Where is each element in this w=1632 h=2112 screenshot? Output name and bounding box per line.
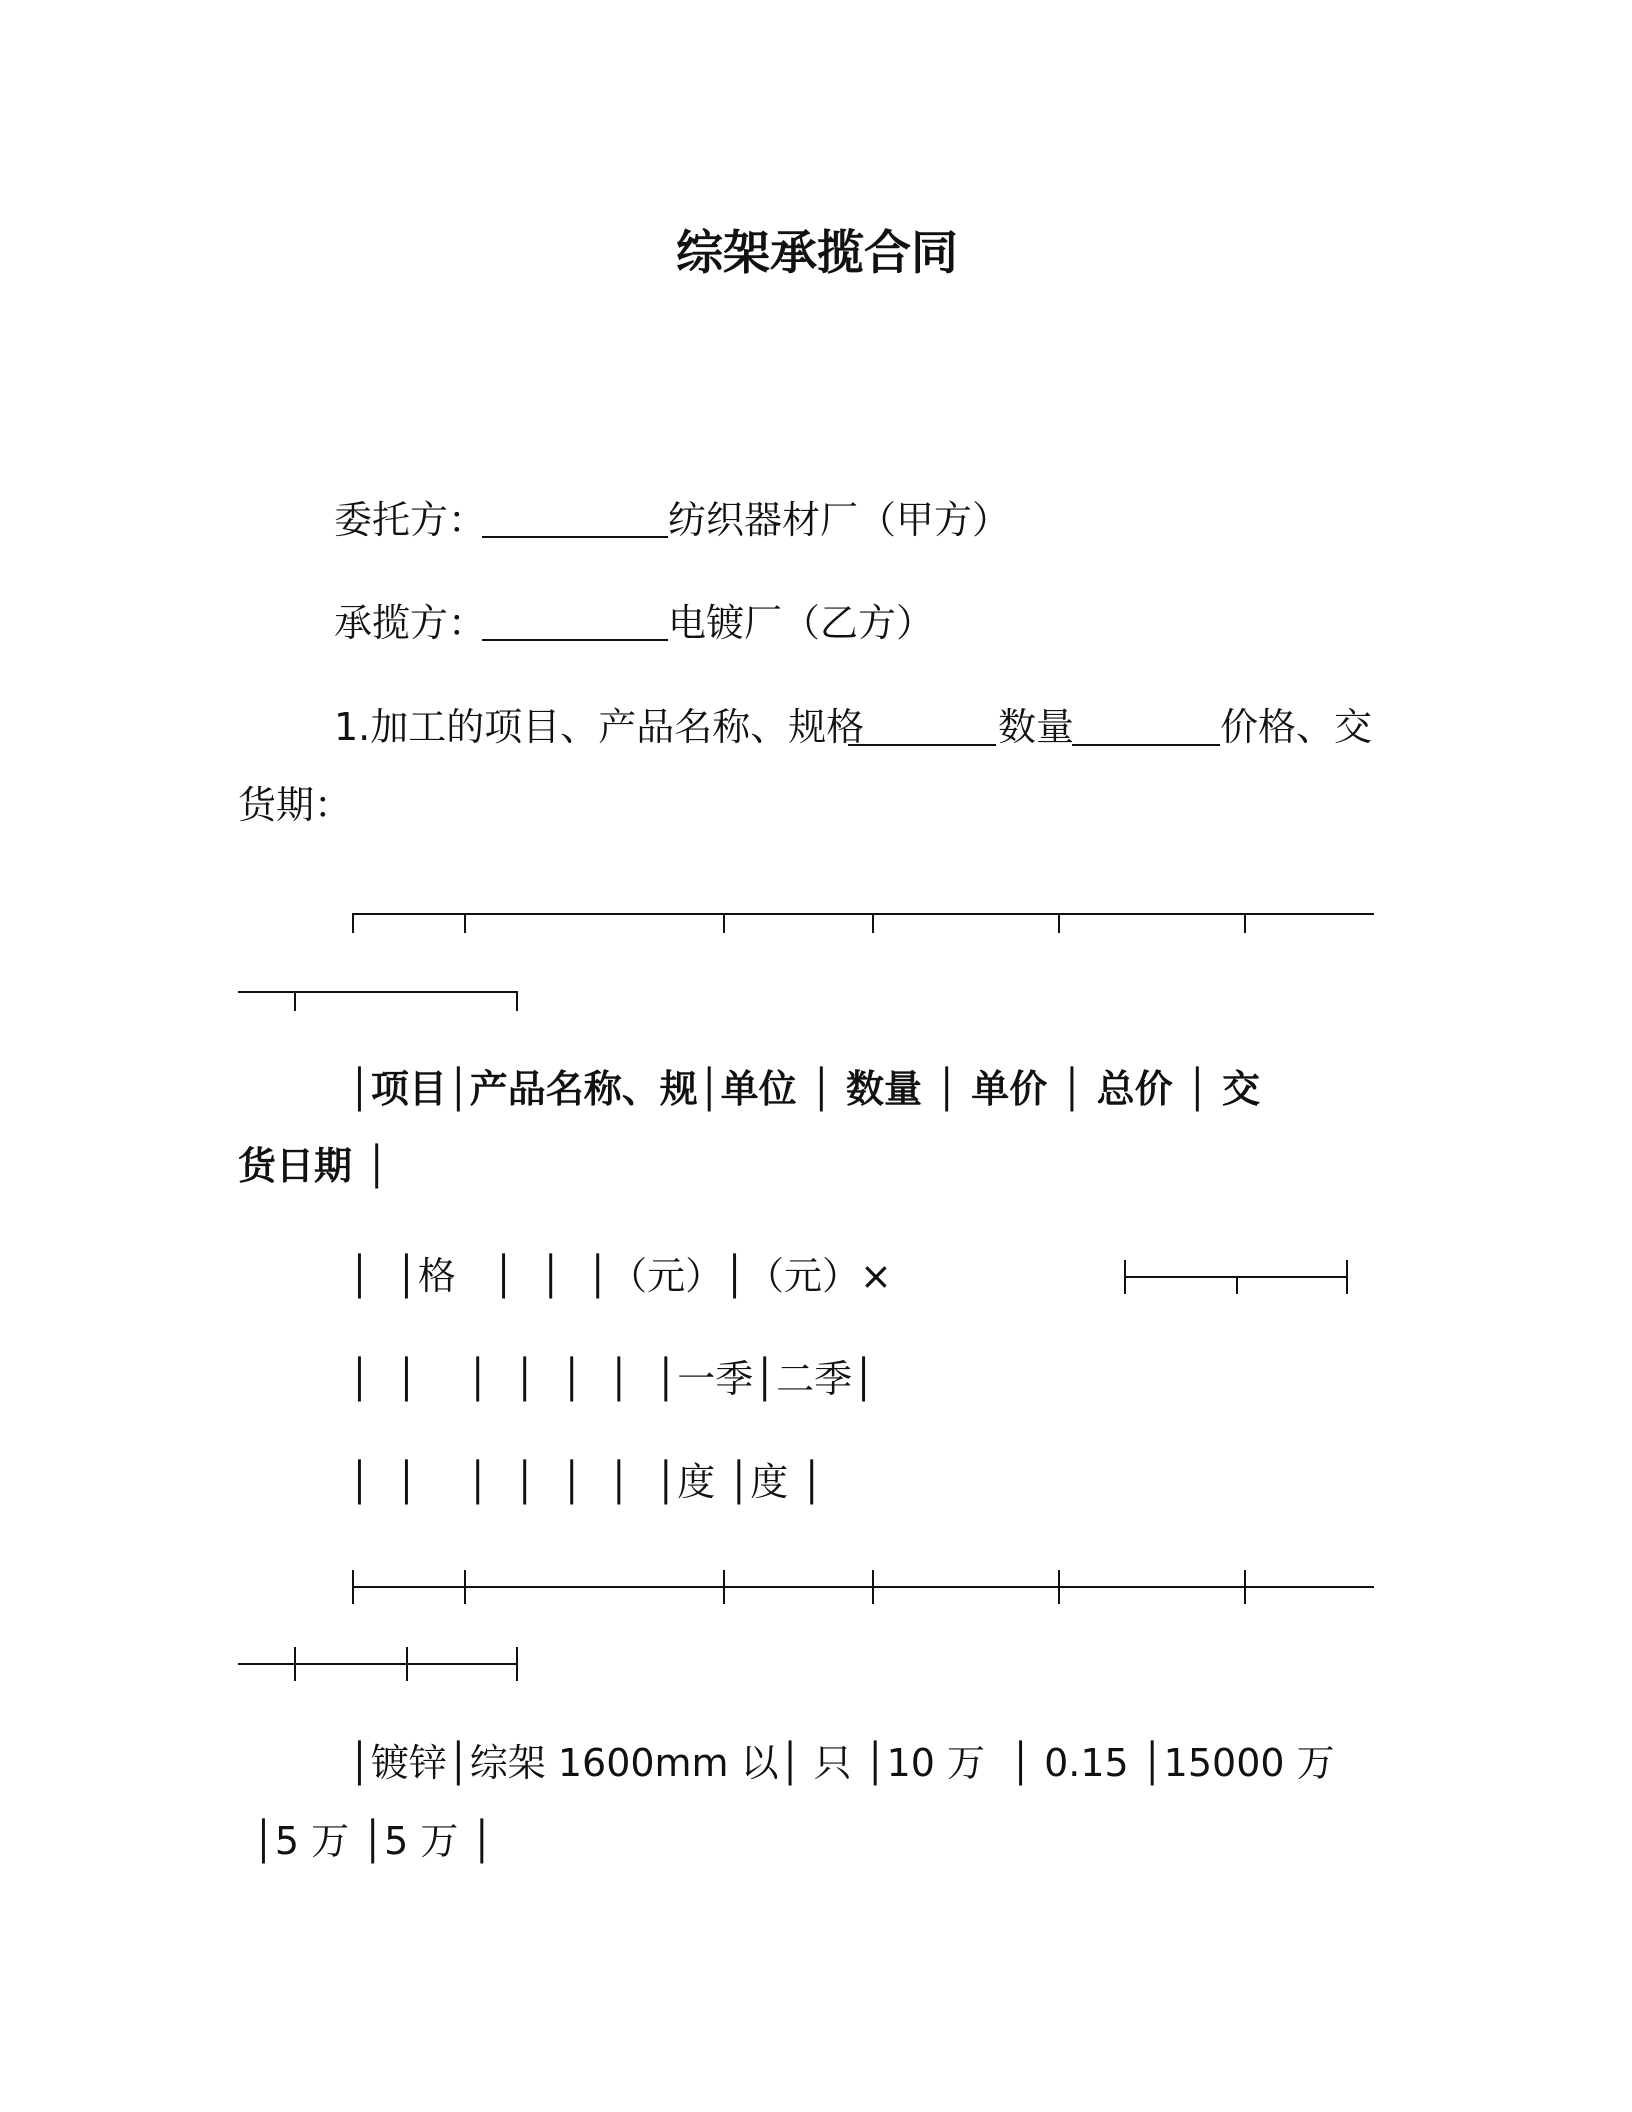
client-name: 纺织器材厂（甲方） — [668, 498, 1011, 542]
clause1-prefix: 1.加工的项目、产品名称、规格 — [334, 705, 865, 749]
table-header-row-4: │ │ │ │ │ │ │度 │度 │ — [348, 1460, 824, 1504]
table-header-row-2: │ │格 │ │ │（元）│（元）× — [348, 1254, 892, 1298]
table-row-wrap: │5 万 │5 万 │ — [252, 1819, 494, 1863]
contractor-blank — [482, 639, 668, 641]
table-row: │镀锌│综架 1600mm 以│ 只 │10 万 │ 0.15 │15000 万 — [348, 1741, 1335, 1785]
clause1-quantity-label: 数量 — [998, 705, 1075, 749]
table-header-row-wrap: 货日期 │ — [238, 1144, 389, 1188]
contractor-label: 承揽方： — [334, 601, 487, 645]
quantity-blank — [1072, 744, 1220, 746]
clause1-line2: 货期： — [238, 783, 353, 827]
table-header-row: │项目│产品名称、规│单位 │ 数量 │ 单价 │ 总价 │ 交 — [348, 1067, 1260, 1111]
client-blank — [482, 536, 668, 538]
spec-blank — [848, 744, 996, 746]
table-header-row-3: │ │ │ │ │ │ │一季│二季│ — [348, 1357, 876, 1401]
contractor-name: 电镀厂（乙方） — [668, 601, 935, 645]
document-title: 综架承揽合同 — [676, 226, 958, 281]
client-label: 委托方： — [334, 498, 487, 542]
clause1-suffix: 价格、交 — [1220, 705, 1373, 749]
